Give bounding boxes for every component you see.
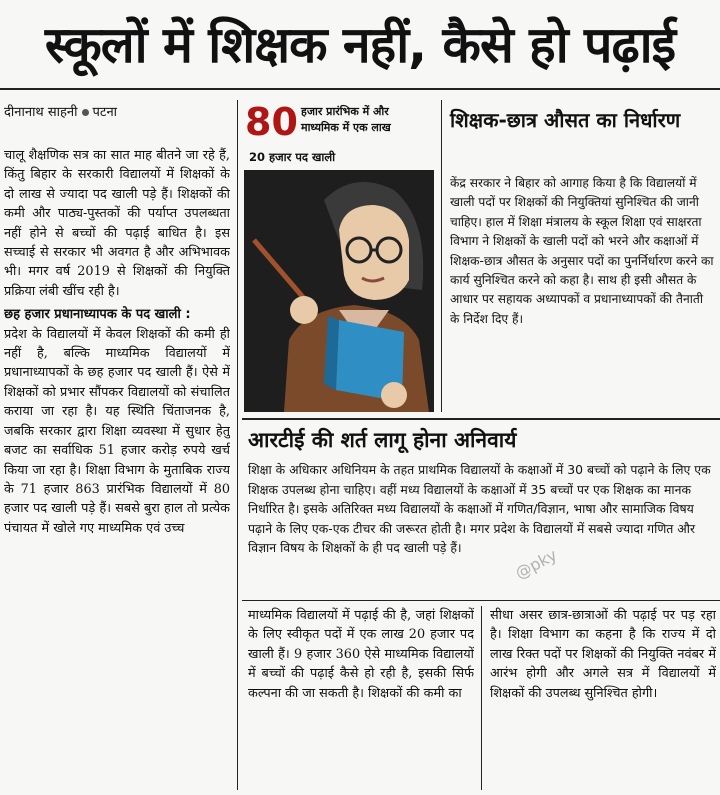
dateline-place: पटना bbox=[92, 105, 118, 120]
bottom-mid-column: माध्यमिक विद्यालयों में पढ़ाई की है, जहां शिक्षकों के लिए स्वीकृत पदों में एक लाख 20 हजार पद खाली हैं। 9 हजार 360 ऐसे माध्यमिक विद्यालयों में बच्चों की पढ़ाई कैसे हो रही है, इसकी सिर्फ कल्पना की जा सकती है। शिक्षकों की कमी का bbox=[248, 608, 474, 701]
factbox-number: 80 bbox=[245, 100, 298, 144]
factbox-line-1: हजार प्रारंभिक में और माध्यमिक में एक लाख bbox=[301, 105, 391, 134]
factbox bbox=[243, 98, 428, 168]
teacher-illustration bbox=[244, 170, 434, 412]
left-para-1: चालू शैक्षणिक सत्र का सात माह बीतने जा रहे हैं, किंतु बिहार के सरकारी विद्यालयों में शिक्षकों के दो लाख से ज्यादा पद खाली पड़े हैं। शिक्षकों की कमी और पाठ्य-पुस्तकों की पर्याप्त उपलब्धता नहीं होने से बच्चों की पढ़ाई बाधित है। इस सच्चाई से सरकार भी अवगत है और अभिभावक भी। मगर वर्ष 2019 से शिक्षकों की नियुक्ति प्रक्रिया लंबी खींच रही है। bbox=[4, 148, 230, 299]
left-para-2: प्रदेश के विद्यालयों में केवल शिक्षकों की कमी ही नहीं है, बल्कि माध्यमिक विद्यालयों में प्रधानाध्यापकों के छह हजार पद खाली हैं। ऐसे में शिक्षकों को प्रभार सौंपकर विद्यालयों को संचालित कराया जा रहा है। यह स्थिति चिंताजनक है, जबकि सरकार द्वारा शिक्षा व्यवस्था में सुधार हेतु बजट का सर्वाधिक 51 हजार करोड़ रुपये खर्च किया जा रहा है। शिक्षा विभाग के मुताबिक राज्य के 71 हजार 863 प्रारंभिक विद्यालयों में 80 हजार पद खाली पड़े हैं। सबसे बुरा हाल तो प्रत्येक पंचायत में खोले गए माध्यमिक एवं उच्च bbox=[4, 326, 230, 536]
bottom-rule bbox=[242, 600, 720, 601]
sidebar-body: केंद्र सरकार ने बिहार को आगाह किया है कि विद्यालयों में खाली पदों पर शिक्षकों की नियुक्तियां सुनिश्चित की जानी चाहिए। हाल में शिक्षा मंत्रालय के स्कूल शिक्षा एवं साक्षरता विभाग ने शिक्षकों के खाली पदों को भरने और कक्षाओं में शिक्षक-छात्र औसत के अनुसार पदों का पुनर्निर्धारण करने का कार्य सुनिश्चित करने को कहा है। साथ ही इसी औसत के आधार पर सहायक अध्यापकों व प्रधानाध्यापकों की तैनाती के निर्देश दिए हैं। bbox=[450, 176, 714, 326]
watermark: @pky bbox=[512, 545, 561, 583]
rte-body: शिक्षा के अधिकार अधिनियम के तहत प्राथमिक विद्यालयों के कक्षाओं में 30 बच्चों को पढ़ाने के लिए एक शिक्षक उपलब्ध होना चाहिए। वहीं मध्य विद्यालयों के कक्षाओं में 35 बच्चों पर एक शिक्षक का मानक निर्धारित है। इसके अतिरिक्त मध्य विद्यालयों के कक्षाओं में गणित/विज्ञान, भाषा और सामाजिक विषय पढ़ाने के लिए एक-एक टीचर की जरूरत होती है। मगर प्रदेश के विद्यालयों में सबसे ज्यादा गणित और विज्ञान विषय के शिक्षकों के ही पद खाली पड़े हैं। bbox=[248, 462, 711, 556]
bottom-right-column: सीधा असर छात्र-छात्राओं की पढ़ाई पर पड़ रहा है। शिक्षा विभाग का कहना है कि राज्य में दो लाख रिक्त पदों पर शिक्षकों की नियुक्ति नवंबर में आरंभ होगी और अगले सत्र में विद्यालयों में शिक्षकों की उपलब्ध सुनिश्चित होगी। bbox=[490, 608, 716, 701]
factbox-line-2: 20 हजार पद खाली bbox=[249, 150, 336, 164]
column-rule-mid-top bbox=[441, 100, 442, 412]
sidebar-title: शिक्षक-छात्र औसत का निर्धारण bbox=[450, 108, 681, 132]
left-column bbox=[4, 146, 230, 786]
column-rule-left bbox=[237, 100, 238, 790]
byline bbox=[4, 102, 234, 120]
author-name: दीनानाथ साहनी bbox=[4, 105, 78, 120]
teacher-illustration-svg bbox=[244, 170, 434, 412]
left-subhead: छह हजार प्रधानाध्यापक के पद खाली : bbox=[4, 307, 191, 323]
byline-dot bbox=[82, 109, 89, 116]
headline-rule bbox=[0, 88, 720, 90]
section-rule bbox=[242, 418, 720, 420]
rte-title: आरटीई की शर्त लागू होना अनिवार्य bbox=[248, 428, 517, 452]
column-rule-bottom bbox=[481, 606, 482, 790]
headline: स्कूलों में शिक्षक नहीं, कैसे हो पढ़ाई bbox=[44, 16, 676, 74]
